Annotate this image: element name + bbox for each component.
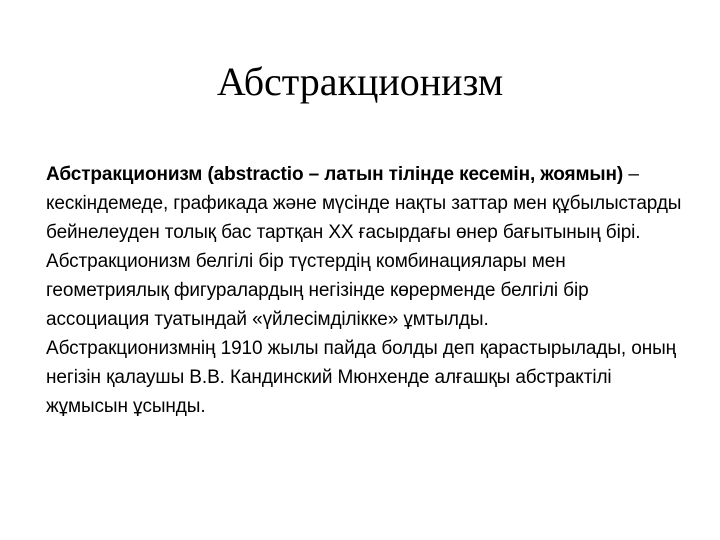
slide-body: [46, 160, 686, 421]
paragraph-harmony: Абстракционизм белгілі бір түстердің комбинациялары мен геометриялық фигуралардың негізінде көрерменде белгілі бір ассоциация туатындай «үйлесімділікке» ұмтылды.: [46, 251, 589, 330]
definition-text: – кескіндемеде, графикада және мүсінде нақты заттар мен құбылыстарды бейнелеуден толық бас тартқан XX ғасырдағы өнер бағытының бірі.: [46, 164, 682, 243]
paragraph-history: Абстракционизмнің 1910 жылы пайда болды деп қарастырылады, оның негізін қалаушы В.В. Кандинский Мюнхенде алғашқы абстрактілі жұмысын ұсынды.: [46, 338, 677, 417]
slide-title: Абстракционизм: [216, 59, 504, 104]
definition-term: Абстракционизм (abstractio – латын тілінде кесемін, жоямын): [46, 164, 624, 185]
paragraph-definition: [46, 160, 686, 247]
